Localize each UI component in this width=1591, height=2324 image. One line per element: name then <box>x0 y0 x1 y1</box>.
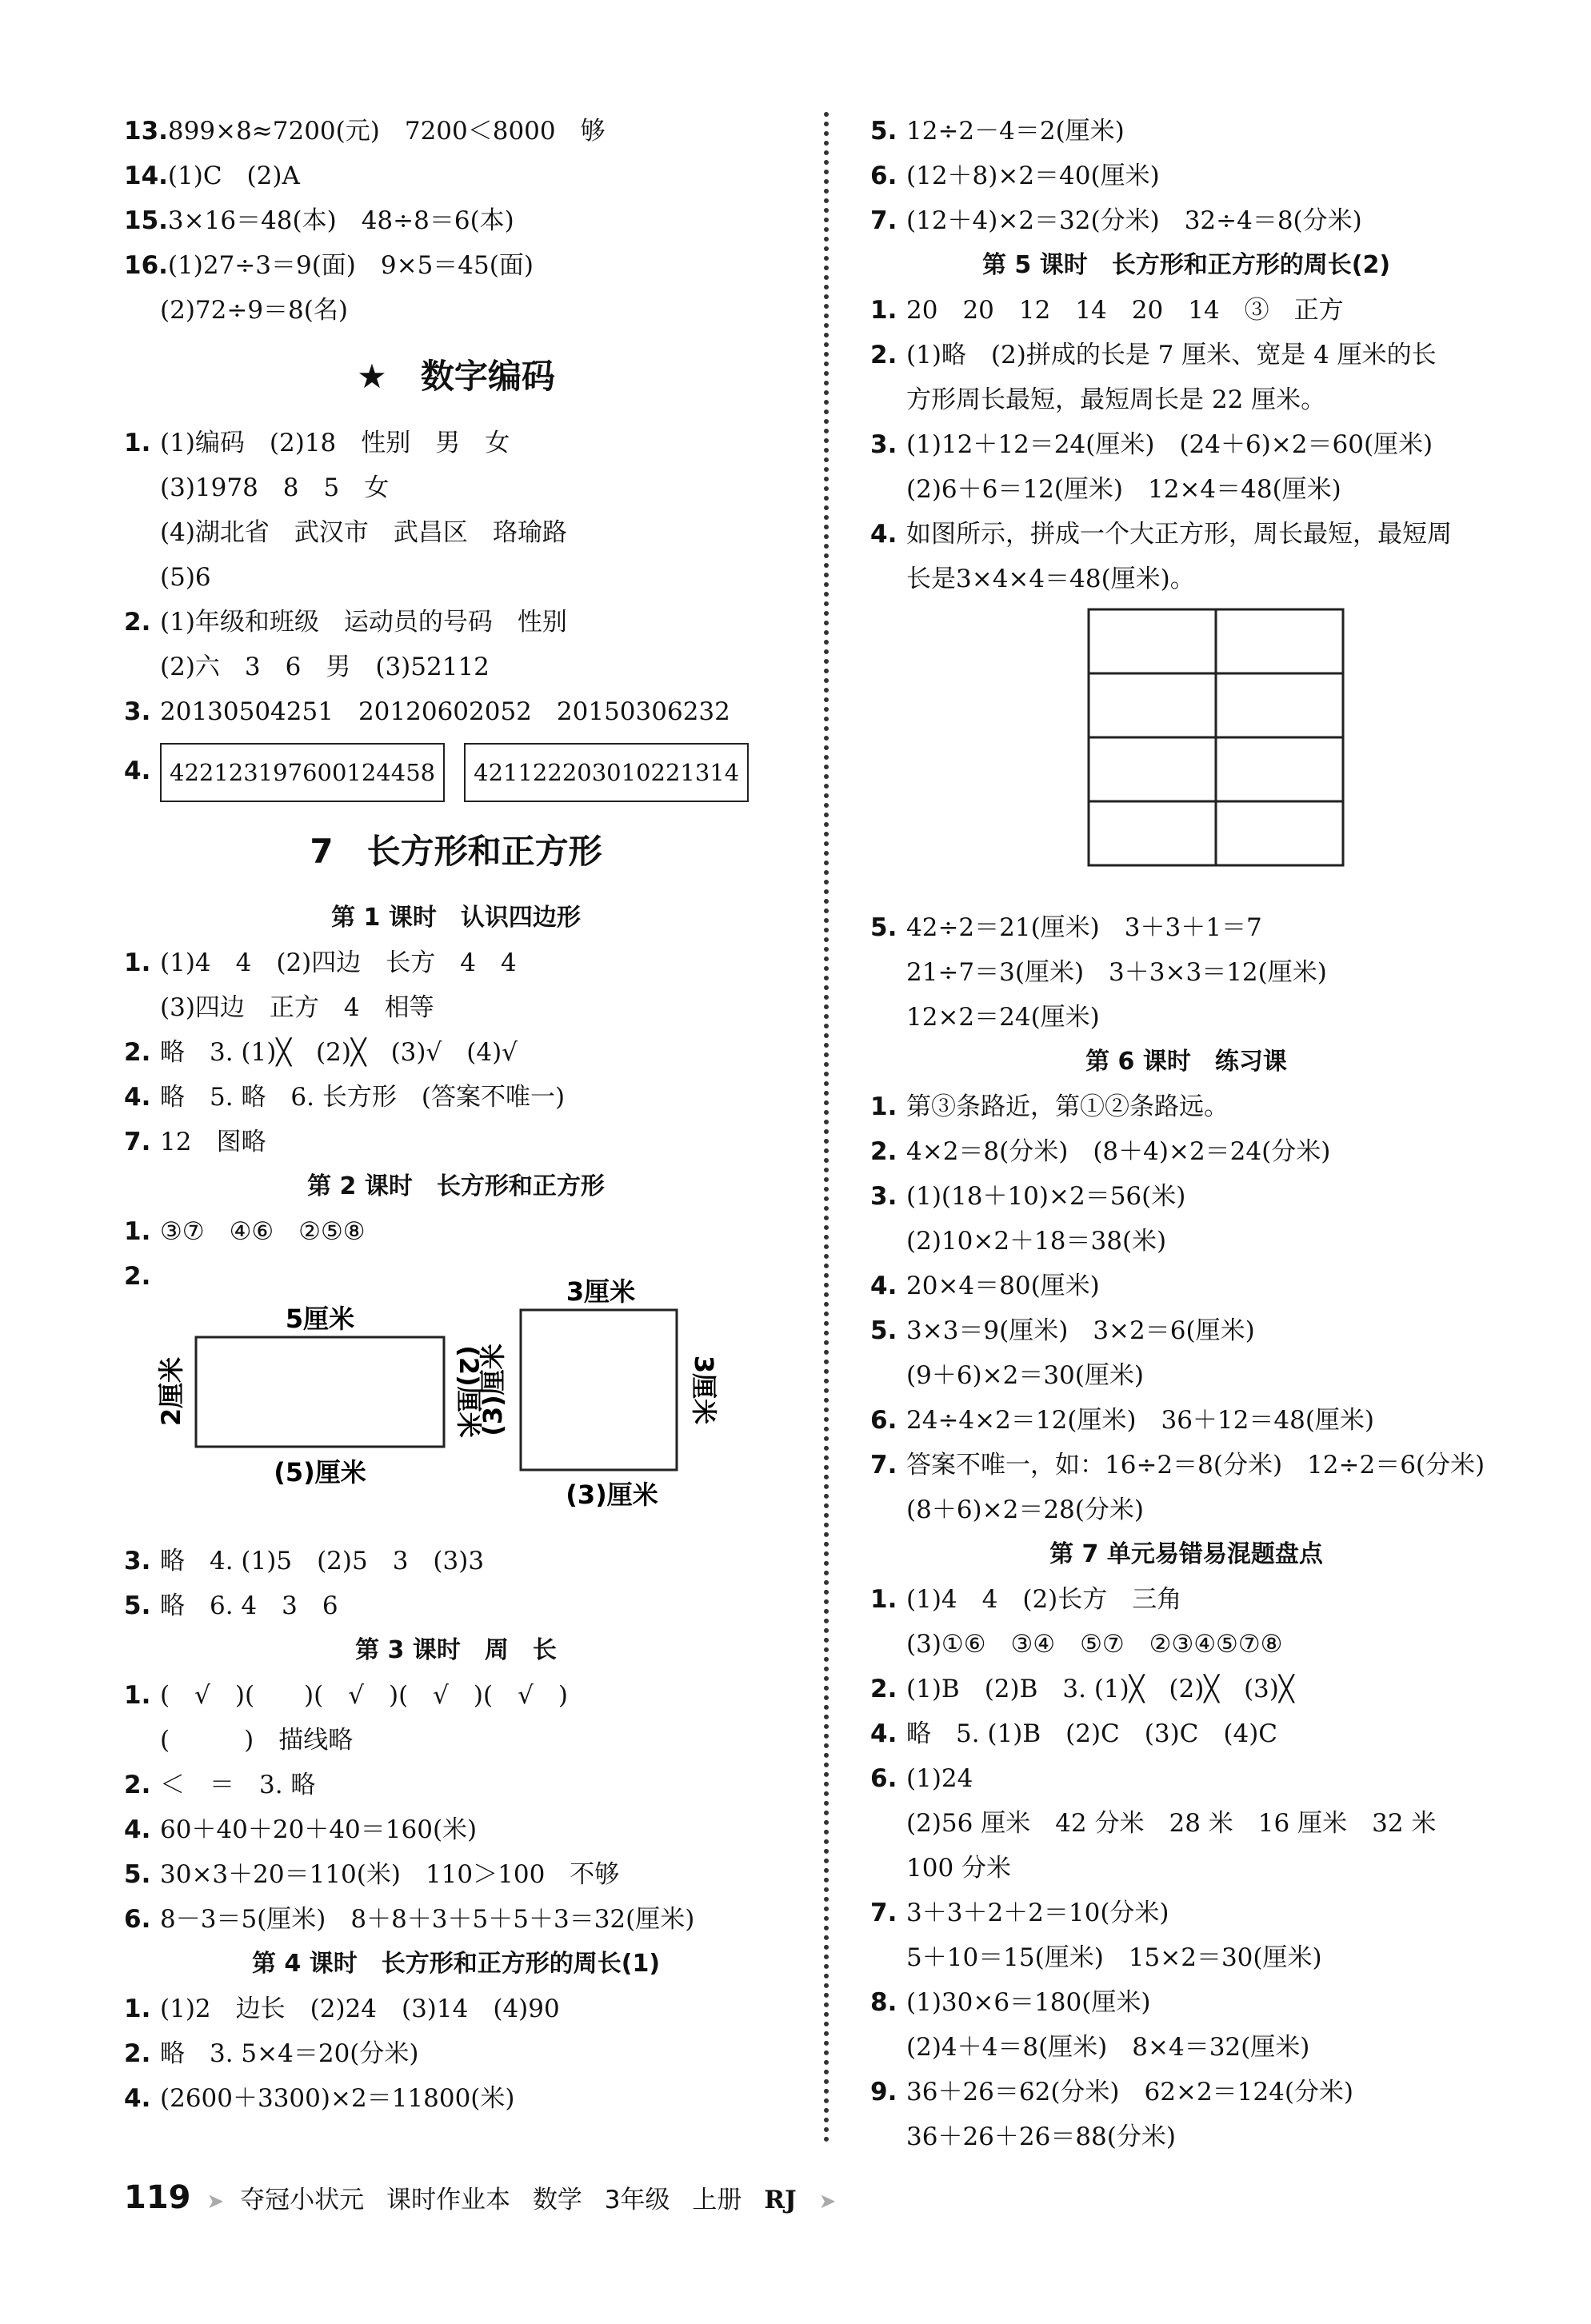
answer-text: (12＋4)×2＝32(分米) 32÷4＝8(分米) <box>906 206 1362 235</box>
question-number: 1. <box>124 1217 151 1246</box>
answer-line <box>870 1219 1502 1264</box>
answer-text: 20 20 12 14 20 14 ③ 正方 <box>906 296 1344 325</box>
section-title-coding: ★ 数字编码 <box>357 357 555 396</box>
answer-text: (3)①⑥ ③④ ⑤⑦ ②③④⑤⑦⑧ <box>906 1630 1283 1659</box>
answer-text: (3)四边 正方 4 相等 <box>160 993 434 1022</box>
answer-line <box>870 1935 1502 1980</box>
answer-line <box>870 1174 1502 1219</box>
grid-figure <box>870 601 1502 905</box>
footer-subject: 数学 <box>532 2186 582 2214</box>
answer-text: 36＋26＋26＝88(分米) <box>906 2122 1176 2151</box>
lesson-5-heading: 第 5 课时 长方形和正方形的周长(2) <box>981 251 1391 279</box>
answer-line <box>124 243 788 288</box>
question-number: 5. <box>124 1860 151 1889</box>
answer-line <box>870 1622 1502 1667</box>
question-number: 1. <box>870 296 897 325</box>
answer-text: (1)4 4 (2)长方 三角 <box>906 1585 1182 1614</box>
question-number: 2. <box>870 1675 897 1703</box>
answer-text: (2)72÷9＝8(名) <box>160 296 348 325</box>
answer-text: ( √ )( )( √ )( √ )( √ ) <box>160 1681 568 1710</box>
answer-text: (2)六 3 6 男 (3)52112 <box>160 653 490 681</box>
answer-line <box>124 1852 788 1897</box>
answer-text: 略 3. (1)╳ (2)╳ (3)√ (4)√ <box>160 1038 518 1067</box>
answer-line <box>124 1539 788 1583</box>
answer-line <box>870 1129 1502 1174</box>
answer-text: 方形周长最短，最短周长是 22 厘米。 <box>906 385 1326 414</box>
column-divider <box>824 112 829 2143</box>
answer-text: (1)2 边长 (2)24 (3)14 (4)90 <box>160 1995 560 2023</box>
answer-text: 答案不唯一，如：16÷2＝8(分米) 12÷2＝6(分米) <box>906 1451 1485 1479</box>
id-number-row <box>124 734 788 808</box>
answer-line <box>124 555 788 600</box>
answer-line <box>870 1308 1502 1353</box>
answer-line <box>124 109 788 154</box>
question-number: 6. <box>870 1406 897 1435</box>
rect-top-label: 5厘米 <box>285 1304 355 1334</box>
question-number: 3. <box>124 697 151 726</box>
answer-line <box>124 2031 788 2076</box>
question-number: 7. <box>870 1451 897 1479</box>
rect-bottom-label: (5)厘米 <box>274 1457 366 1487</box>
answer-line <box>870 1846 1502 1891</box>
question-number: 7. <box>870 1899 897 1927</box>
question-number: 5. <box>870 1316 897 1345</box>
question-number: 15. <box>124 206 168 235</box>
answer-text: (2)6＋6＝12(厘米) 12×4＝48(厘米) <box>906 475 1341 504</box>
answer-line <box>870 2114 1502 2159</box>
answer-text: 如图所示，拼成一个大正方形，周长最短，最短周 <box>906 520 1452 549</box>
answer-line <box>870 1801 1502 1846</box>
answer-text: 36＋26＝62(分米) 62×2＝124(分米) <box>906 2078 1354 2106</box>
answer-line <box>124 421 788 465</box>
answer-text: 20×4＝80(厘米) <box>906 1272 1100 1300</box>
answer-text: 3×16＝48(本) 48÷8＝6(本) <box>167 206 514 235</box>
answer-text: 60＋40＋20＋40＝160(米) <box>160 1815 478 1844</box>
left-block-a <box>124 109 788 333</box>
right-column <box>870 109 1502 2159</box>
answer-text: 30×3＋20＝110(米) 110＞100 不够 <box>160 1860 620 1889</box>
answer-text: 4×2＝8(分米) (8＋4)×2＝24(分米) <box>906 1137 1331 1166</box>
answer-text: (1)编码 (2)18 性别 男 女 <box>160 429 510 457</box>
footer-volume: 上册 <box>692 2186 742 2214</box>
answer-line <box>124 1763 788 1807</box>
rect-right-label: (2)厘米 <box>454 1345 484 1438</box>
answer-line <box>870 1264 1502 1308</box>
answer-text: (1)(18＋10)×2＝56(米) <box>906 1182 1186 1211</box>
answer-text: 略 4. (1)5 (2)5 3 (3)3 <box>160 1547 485 1575</box>
question-number: 4. <box>124 2084 151 2113</box>
right-block-d <box>870 1084 1502 1532</box>
square-left-label: (3)厘米 <box>478 1344 508 1436</box>
answer-line <box>124 1583 788 1628</box>
question-number: 4. <box>124 1815 151 1844</box>
answer-line <box>870 905 1502 950</box>
lesson-7-heading: 第 7 单元易错易混题盘点 <box>1049 1540 1323 1568</box>
lesson-2-heading: 第 2 课时 长方形和正方形 <box>307 1172 605 1200</box>
answer-line <box>870 1711 1502 1756</box>
answer-line <box>870 950 1502 995</box>
question-number: 8. <box>870 1988 897 2017</box>
left-block-f <box>124 1673 788 1942</box>
answer-text: (2)56 厘米 42 分米 28 米 16 厘米 32 米 <box>906 1809 1437 1838</box>
answer-line <box>124 645 788 689</box>
answer-line <box>870 288 1502 333</box>
answer-text: 20130504251 20120602052 20150306232 <box>160 697 730 726</box>
answer-line <box>124 1897 788 1942</box>
answer-text: 899×8≈7200(元) 7200＜8000 够 <box>167 117 606 146</box>
answer-text: (5)6 <box>160 563 211 592</box>
answer-text: (3)1978 8 5 女 <box>160 473 390 502</box>
answer-text: 略 5. 略 6. 长方形 (答案不唯一) <box>160 1083 566 1112</box>
answer-text: ＜ ＝ 3. 略 <box>160 1771 316 1799</box>
question-number: 7. <box>124 1128 151 1156</box>
answer-line <box>870 1577 1502 1622</box>
answer-line <box>124 1673 788 1718</box>
answer-text: 第③条路近，第①②条路远。 <box>906 1092 1229 1121</box>
question-number: 2. <box>870 1137 897 1166</box>
left-block-e <box>124 1539 788 1628</box>
answer-line <box>124 510 788 555</box>
question-number: 1. <box>124 429 151 457</box>
answer-line <box>124 1075 788 1120</box>
lesson-4-heading: 第 4 课时 长方形和正方形的周长(1) <box>251 1950 661 1978</box>
answer-line <box>870 1891 1502 1935</box>
big-square-diagram <box>870 601 1502 905</box>
answer-text: 100 分米 <box>906 1854 1012 1883</box>
question-number: 3. <box>870 1182 897 1211</box>
answer-text: (1)12＋12＝24(厘米) (24＋6)×2＝60(厘米) <box>906 430 1433 459</box>
square-shape <box>521 1310 677 1470</box>
answer-line <box>870 2070 1502 2114</box>
answer-line <box>124 600 788 645</box>
answer-line <box>124 1120 788 1164</box>
question-number: 4. <box>124 1083 151 1112</box>
chevron-right-icon: ➤ <box>818 2190 837 2214</box>
question-number: 3. <box>870 430 897 459</box>
answer-text: 长是3×4×4＝48(厘米)。 <box>906 565 1195 593</box>
answer-text: (1)B (2)B 3. (1)╳ (2)╳ (3)╳ <box>906 1675 1294 1703</box>
question-number: 4. <box>870 1719 897 1748</box>
rectangle-shape <box>196 1337 444 1447</box>
answer-text: 21÷7＝3(厘米) 3＋3×3＝12(厘米) <box>906 958 1327 987</box>
question-number: 2. <box>124 1771 151 1799</box>
answer-text: ③⑦ ④⑥ ②⑤⑧ <box>160 1217 366 1246</box>
answer-line <box>124 689 788 734</box>
left-block-g <box>124 1987 788 2121</box>
footer-edition: RJ <box>764 2186 797 2214</box>
question-number: 2. <box>124 608 151 637</box>
id-box-2: 421122203010221314 <box>464 743 749 802</box>
answer-line <box>870 2025 1502 2070</box>
section-title-rectangles: 7 长方形和正方形 <box>310 832 602 871</box>
answer-line <box>870 377 1502 422</box>
answer-text: ( ) 描线略 <box>160 1726 354 1755</box>
answer-text: (2600＋3300)×2＝11800(米) <box>160 2084 515 2113</box>
answer-text: (1)年级和班级 运动员的号码 性别 <box>160 608 567 637</box>
answer-text: (1)24 <box>906 1764 973 1793</box>
question-number: 1. <box>124 1995 151 2023</box>
answer-line <box>870 422 1502 467</box>
answer-line <box>870 1398 1502 1443</box>
answer-text: 42÷2＝21(厘米) 3＋3＋1＝7 <box>906 913 1262 942</box>
question-number: 1. <box>870 1092 897 1121</box>
answer-line <box>870 1756 1502 1801</box>
question-number: 13. <box>124 117 168 146</box>
answer-line <box>870 557 1502 601</box>
answer-line <box>870 109 1502 154</box>
answer-line <box>870 1487 1502 1532</box>
question-number: 5. <box>124 1591 151 1620</box>
answer-line <box>124 1987 788 2031</box>
shapes-diagram <box>124 1251 788 1510</box>
answer-line <box>870 198 1502 243</box>
answer-line <box>124 1030 788 1075</box>
answer-text: (1)4 4 (2)四边 长方 4 4 <box>160 948 517 977</box>
answer-text: (1)C (2)A <box>167 162 300 190</box>
answer-text: 略 6. 4 3 6 <box>160 1591 338 1620</box>
answer-line <box>870 467 1502 512</box>
id-box-1: 422123197600124458 <box>160 743 445 802</box>
answer-line <box>870 1353 1502 1398</box>
answer-line <box>124 198 788 243</box>
question-number: 5. <box>870 913 897 942</box>
answer-text: 8－3＝5(厘米) 8＋8＋3＋5＋5＋3＝32(厘米) <box>160 1905 695 1934</box>
answer-text: 12×2＝24(厘米) <box>906 1003 1100 1032</box>
square-top-label: 3厘米 <box>566 1276 636 1307</box>
question-number: 6. <box>870 1764 897 1793</box>
answer-text: 略 5. (1)B (2)C (3)C (4)C <box>906 1719 1278 1748</box>
answer-line <box>870 995 1502 1040</box>
question-number: 6. <box>124 1905 151 1934</box>
question-number: 5. <box>870 117 897 146</box>
answer-text: (4)湖北省 武汉市 武昌区 珞瑜路 <box>160 518 567 547</box>
question-number: 1. <box>124 948 151 977</box>
question-number: 7. <box>870 206 897 235</box>
footer-brand: 夺冠小状元 <box>240 2186 365 2214</box>
right-block-c <box>870 905 1502 1040</box>
answer-line <box>870 333 1502 377</box>
answer-line <box>870 154 1502 198</box>
page-footer <box>124 2179 844 2216</box>
square-right-label: 3厘米 <box>689 1355 719 1425</box>
chevron-right-icon: ➤ <box>206 2190 225 2214</box>
answer-line <box>124 1807 788 1852</box>
question-number: 4. <box>124 757 151 785</box>
answer-text: (9＋6)×2＝30(厘米) <box>906 1361 1144 1390</box>
answer-text: 3＋3＋2＋2＝10(分米) <box>906 1899 1169 1927</box>
question-number: 9. <box>870 2078 897 2106</box>
answer-text: 12÷2－4＝2(厘米) <box>906 117 1125 146</box>
answer-line <box>124 154 788 198</box>
question-number: 2. <box>124 2039 151 2068</box>
answer-text: (1)略 (2)拼成的长是 7 厘米、宽是 4 厘米的长 <box>906 341 1437 369</box>
answer-line <box>870 1443 1502 1487</box>
answer-line <box>124 1209 788 1254</box>
answer-line <box>124 940 788 985</box>
answer-line <box>124 1718 788 1763</box>
answer-line <box>124 288 788 333</box>
question-number: 6. <box>870 162 897 190</box>
answer-text: (2)10×2＋18＝38(米) <box>906 1227 1167 1256</box>
question-number: 2. <box>124 1038 151 1067</box>
answer-text: (8＋6)×2＝28(分米) <box>906 1495 1144 1524</box>
square-bottom-label: (3)厘米 <box>566 1479 658 1510</box>
question-number: 4. <box>870 520 897 549</box>
answer-text: 3×3＝9(厘米) 3×2＝6(厘米) <box>906 1316 1255 1345</box>
answer-text: (1)27÷3＝9(面) 9×5＝45(面) <box>167 251 534 280</box>
footer-grade: 3年级 <box>604 2186 670 2214</box>
answer-line <box>870 1980 1502 2025</box>
shapes-figure <box>124 1276 788 1539</box>
answer-text: 略 3. 5×4＝20(分米) <box>160 2039 419 2068</box>
lesson-3-heading: 第 3 课时 周 长 <box>355 1636 557 1664</box>
question-number: 14. <box>124 162 168 190</box>
question-number: 1. <box>870 1585 897 1614</box>
answer-text: (12＋8)×2＝40(厘米) <box>906 162 1160 190</box>
question-number: 2. <box>124 1262 151 1291</box>
left-block-c <box>124 940 788 1164</box>
question-number: 16. <box>124 251 168 280</box>
left-column <box>124 109 788 2121</box>
question-number: 4. <box>870 1272 897 1300</box>
answer-line <box>870 512 1502 557</box>
answer-text: 5＋10＝15(厘米) 15×2＝30(厘米) <box>906 1943 1322 1972</box>
left-block-b <box>124 421 788 734</box>
answer-line <box>124 2076 788 2121</box>
answer-line <box>870 1084 1502 1129</box>
rect-left-label: 2厘米 <box>156 1356 186 1427</box>
right-block-e <box>870 1577 1502 2159</box>
footer-book: 课时作业本 <box>386 2186 511 2214</box>
right-block-a <box>870 109 1502 243</box>
answer-text: 12 图略 <box>160 1128 266 1156</box>
answer-text: (2)4＋4＝8(厘米) 8×4＝32(厘米) <box>906 2033 1310 2062</box>
page-number: 119 <box>124 2179 191 2216</box>
right-block-b <box>870 288 1502 601</box>
question-number: 1. <box>124 1681 151 1710</box>
lesson-6-heading: 第 6 课时 练习课 <box>1085 1048 1287 1076</box>
answer-line <box>124 465 788 510</box>
answer-text: 24÷4×2＝12(厘米) 36＋12＝48(厘米) <box>906 1406 1375 1435</box>
lesson-1-heading: 第 1 课时 认识四边形 <box>331 904 581 932</box>
question-number: 2. <box>870 341 897 369</box>
answer-line <box>124 985 788 1030</box>
question-number: 3. <box>124 1547 151 1575</box>
answer-text: (1)30×6＝180(厘米) <box>906 1988 1151 2017</box>
answer-line <box>870 1667 1502 1711</box>
